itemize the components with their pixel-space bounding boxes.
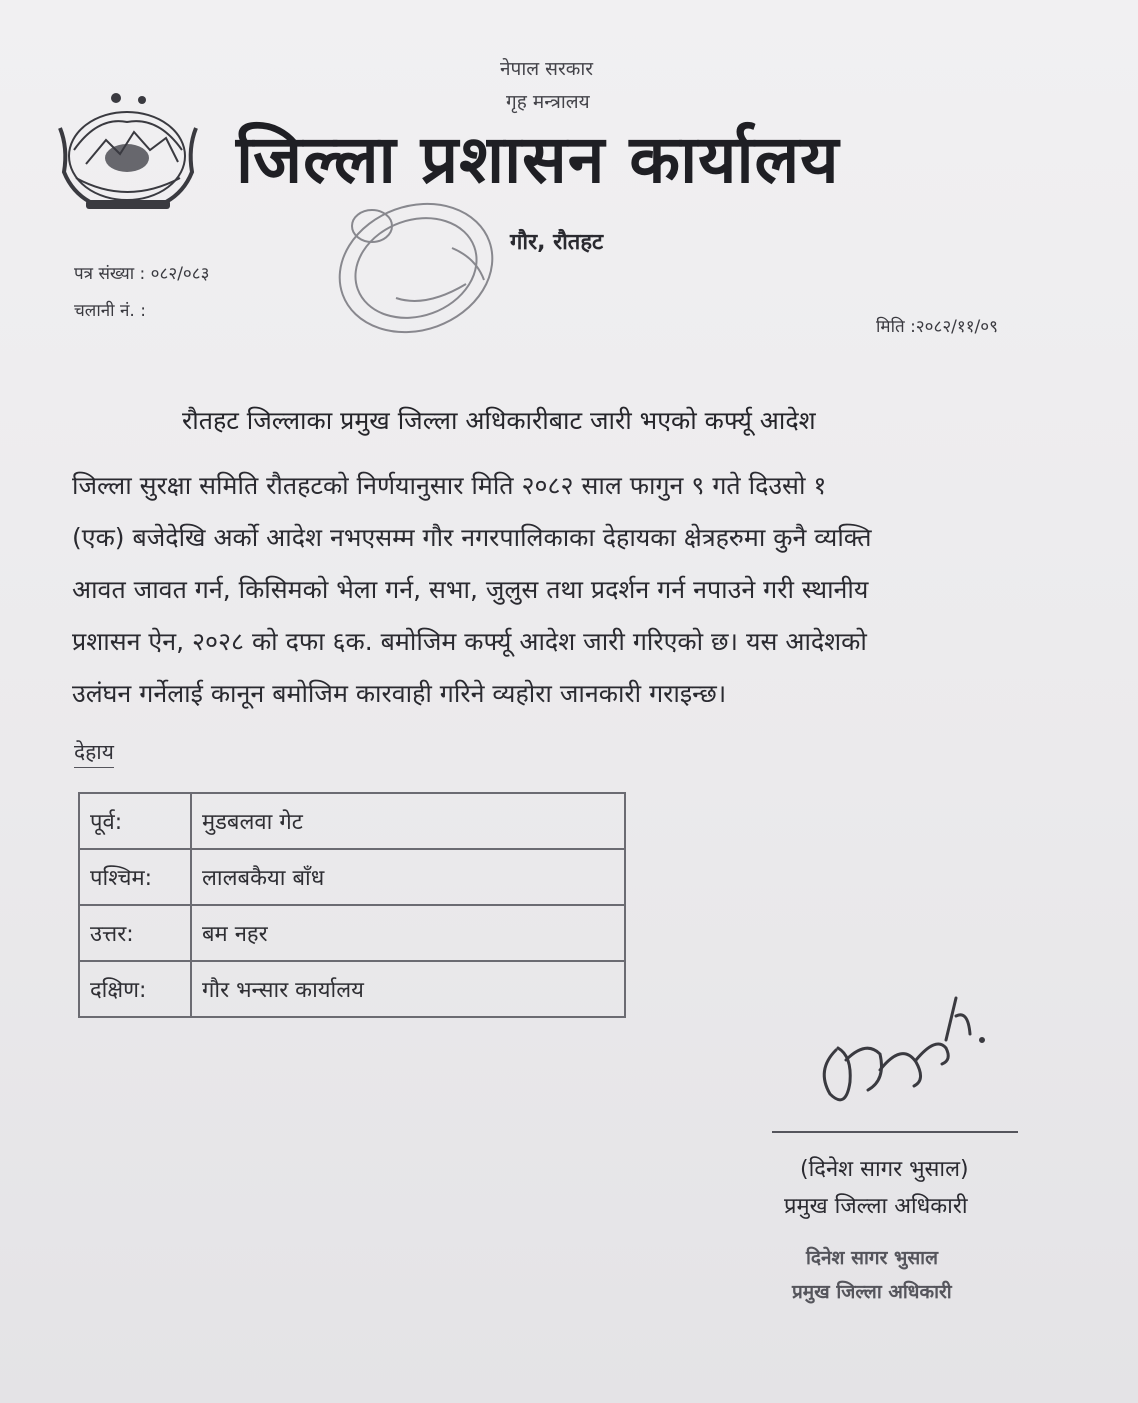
direction-table bbox=[78, 792, 626, 1018]
direction-key: उत्तर: bbox=[79, 905, 191, 961]
signatory-name: (दिनेश सागर भुसाल) bbox=[800, 1157, 969, 1182]
direction-key: पूर्व: bbox=[79, 793, 191, 849]
direction-value: लालबकैया बाँध bbox=[191, 849, 625, 905]
body-line: आवत जावत गर्न, किसिमको भेला गर्न, सभा, जुलुस तथा प्रदर्शन गर्न नपाउने गरी स्थानीय bbox=[72, 575, 869, 604]
direction-value: गौर भन्सार कार्यालय bbox=[191, 961, 625, 1017]
signature-line bbox=[772, 1131, 1018, 1133]
body-line: प्रशासन ऐन, २०२८ को दफा ६क. बमोजिम कर्फ्यू आदेश जारी गरिएको छ। यस आदेशको bbox=[72, 627, 867, 656]
direction-value: बम नहर bbox=[191, 905, 625, 961]
letter-date: मिति :२०८२/११/०९ bbox=[876, 317, 998, 337]
office-title: जिल्ला प्रशासन कार्यालय bbox=[236, 121, 840, 198]
table-row bbox=[79, 961, 625, 1017]
office-location: गौर, रौतहट bbox=[510, 230, 604, 255]
stamp-name bbox=[806, 1244, 938, 1270]
stamp-title bbox=[792, 1278, 952, 1304]
direction-value: मुडबलवा गेट bbox=[191, 793, 625, 849]
table-row bbox=[79, 905, 625, 961]
subject-line: रौतहट जिल्लाका प्रमुख जिल्ला अधिकारीबाट जारी भएको कर्फ्यू आदेश bbox=[182, 406, 816, 435]
dispatch-number: चलानी नं. : bbox=[74, 301, 146, 321]
government-emblem-icon bbox=[46, 88, 208, 218]
stamp-name-strong: दिनेश bbox=[806, 1247, 845, 1269]
ministry-name: गृह मन्त्रालय bbox=[506, 91, 590, 113]
direction-key: पश्चिम: bbox=[79, 849, 191, 905]
government-name: नेपाल सरकार bbox=[500, 58, 594, 80]
stamp-name-faded: सागर भुसाल bbox=[851, 1247, 938, 1269]
table-row bbox=[79, 793, 625, 849]
table-row bbox=[79, 849, 625, 905]
dehaya-heading: देहाय bbox=[74, 738, 114, 768]
office-seal-icon bbox=[326, 188, 506, 348]
stamp-title-faded: जिल्ला अधिकारी bbox=[836, 1281, 952, 1303]
body-line: उलंघन गर्नेलाई कानून बमोजिम कारवाही गरिने व्यहोरा जानकारी गराइन्छ। bbox=[72, 679, 727, 708]
signatory-title: प्रमुख जिल्ला अधिकारी bbox=[784, 1194, 968, 1219]
body-line: जिल्ला सुरक्षा समिति रौतहटको निर्णयानुसार मिति २०८२ साल फागुन ९ गते दिउसो १ bbox=[72, 471, 827, 500]
direction-key: दक्षिण: bbox=[79, 961, 191, 1017]
body-line: (एक) बजेदेखि अर्को आदेश नभएसम्म गौर नगरपालिकाका देहायका क्षेत्रहरुमा कुनै व्यक्ति bbox=[72, 523, 872, 552]
letter-number: पत्र संख्या : ०८२/०८३ bbox=[74, 264, 210, 284]
stamp-title-strong: प्रमुख bbox=[792, 1281, 830, 1303]
signature-icon bbox=[806, 990, 996, 1120]
